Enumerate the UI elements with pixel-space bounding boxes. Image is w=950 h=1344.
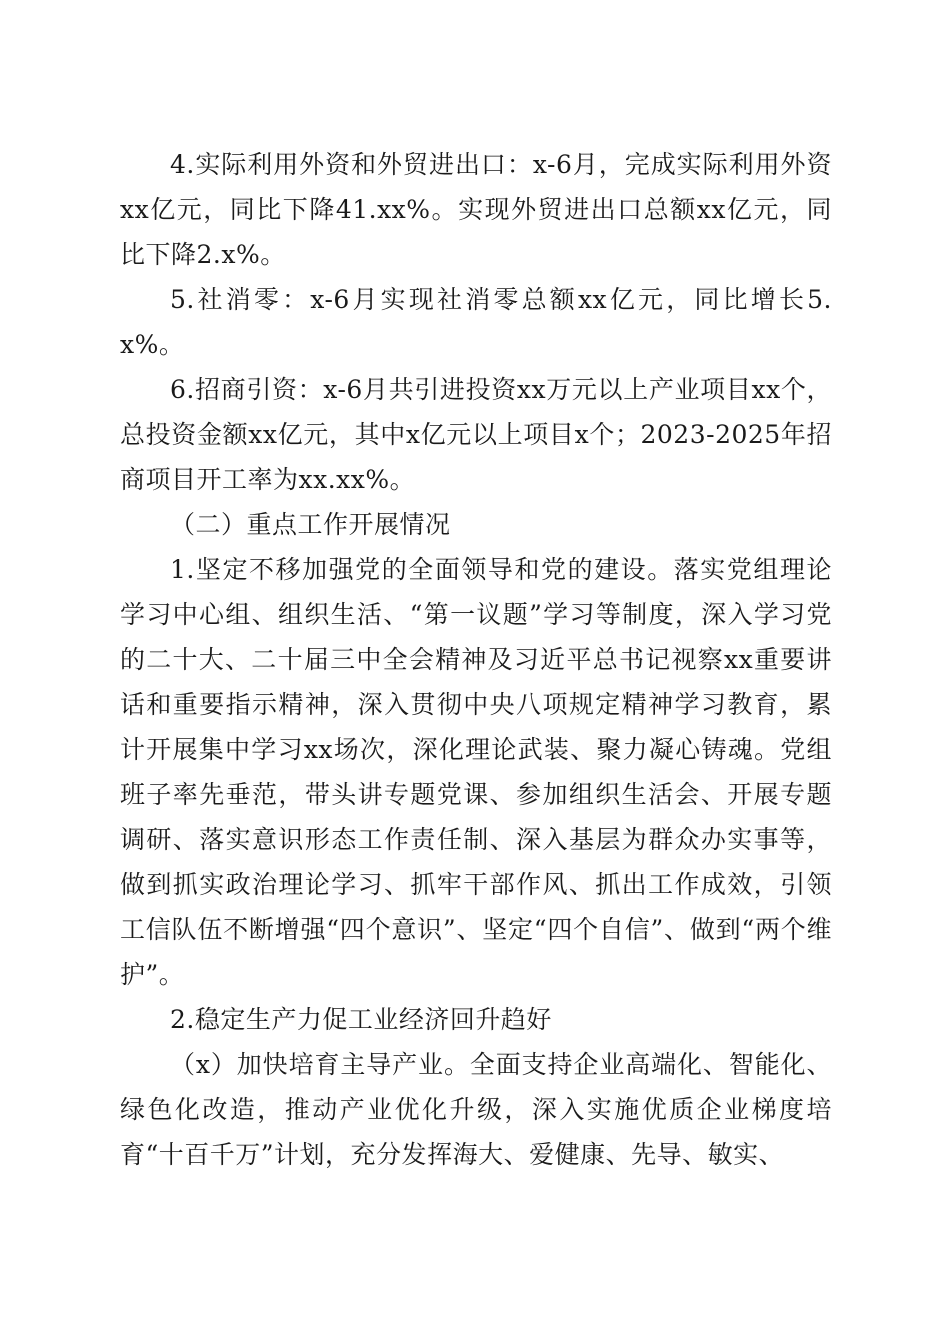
paragraph-investment-attraction: 6.招商引资：x-6月共引进投资xx万元以上产业项目xx个，总投资金额xx亿元，其中x亿元以上项目x个；2023-2025年招商项目开工率为xx.xx%。 bbox=[120, 375, 832, 494]
paragraph-foreign-investment-trade: 4.实际利用外资和外贸进出口：x-6月，完成实际利用外资xx亿元，同比下降41.xx%。实现外贸进出口总额xx亿元，同比下降2.x%。 bbox=[120, 150, 832, 269]
section-heading: （二）重点工作开展情况 bbox=[170, 510, 451, 539]
paragraph-stabilize-production: 2.稳定生产力促工业经济回升趋好 bbox=[170, 1005, 552, 1034]
document-body bbox=[120, 142, 832, 1177]
paragraph-retail-sales: 5.社消零：x-6月实现社消零总额xx亿元，同比增长5.x%。 bbox=[120, 285, 832, 359]
paragraph-cultivate-leading-industries: （x）加快培育主导产业。全面支持企业高端化、智能化、绿色化改造，推动产业优化升级，深入实施优质企业梯度培育“十百千万”计划，充分发挥海大、爱健康、先导、敏实、 bbox=[120, 1050, 832, 1169]
paragraph-party-leadership: 1.坚定不移加强党的全面领导和党的建设。落实党组理论学习中心组、组织生活、“第一议题”学习等制度，深入学习党的二十大、二十届三中全会精神及习近平总书记视察xx重要讲话和重要指示精神，深入贯彻中央八项规定精神学习教育，累计开展集中学习xx场次，深化理论武装、聚力凝心铸魂。党组班子率先垂范，带头讲专题党课、参加组织生活会、开展专题调研、落实意识形态工作责任制、深入基层为群众办实事等，做到抓实政治理论学习、抓牢干部作风、抓出工作成效，引领工信队伍不断增强“四个意识”、坚定“四个自信”、做到“两个维护”。 bbox=[120, 555, 832, 989]
